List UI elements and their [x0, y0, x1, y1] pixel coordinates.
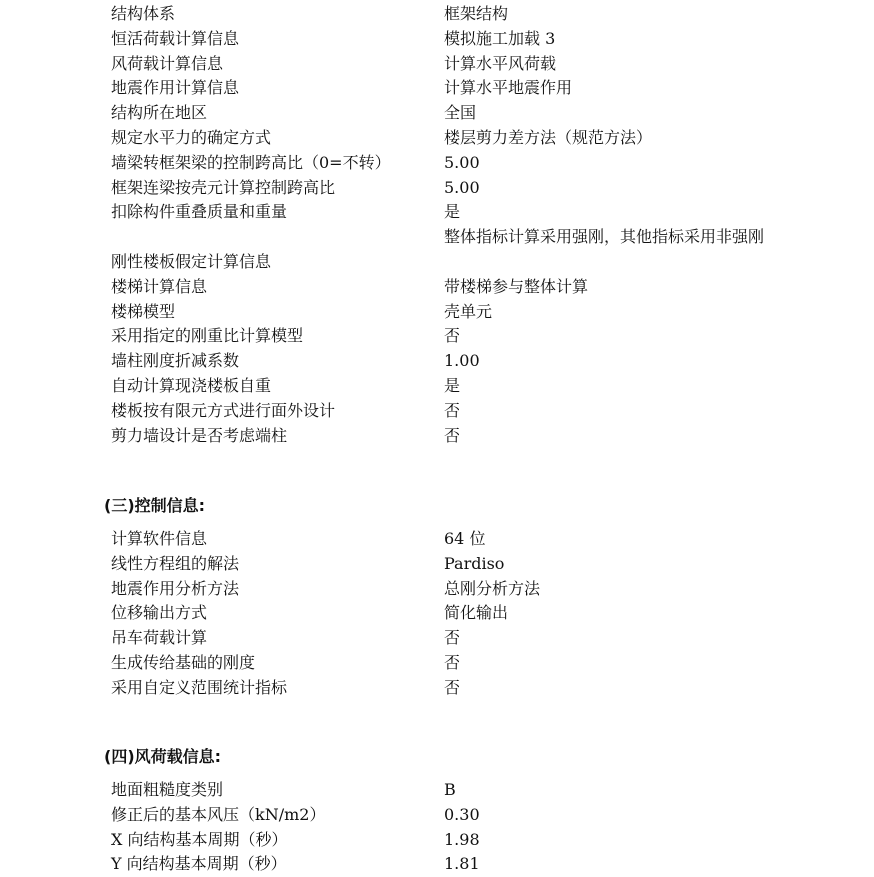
row-label: 结构所在地区	[111, 103, 208, 123]
row-label: 结构体系	[111, 4, 176, 23]
row-label: 墙柱刚度折减系数	[111, 351, 240, 371]
row-label: 楼梯计算信息	[111, 276, 208, 296]
row-value: 1.98	[444, 829, 480, 849]
row-value: 壳单元	[444, 301, 493, 321]
row-label: 框架连梁按壳元计算控制跨高比	[111, 177, 336, 197]
row-value: 64 位	[444, 529, 486, 548]
row-value: 是	[444, 375, 461, 395]
table-row	[0, 852, 874, 877]
row-value: 否	[444, 628, 461, 648]
wind-load-heading: (四)风荷载信息:	[104, 747, 222, 766]
row-value: 楼层剪力差方法（规范方法）	[444, 127, 653, 147]
row-value: 5.00	[444, 177, 480, 197]
table-row	[0, 552, 874, 577]
table-row	[0, 200, 874, 225]
table-row	[0, 527, 874, 552]
table-row	[0, 101, 874, 126]
row-label: 计算软件信息	[111, 529, 208, 548]
row-value: 1.00	[444, 351, 480, 371]
row-label: 楼板按有限元方式进行面外设计	[111, 400, 336, 420]
row-value: 整体指标计算采用强刚，其他指标采用非强刚	[444, 227, 765, 247]
row-value: 带楼梯参与整体计算	[444, 276, 589, 296]
row-value: 否	[444, 425, 461, 445]
row-label: 扣除构件重叠质量和重量	[111, 202, 288, 222]
row-value: 计算水平地震作用	[444, 78, 573, 98]
table-row	[0, 374, 874, 399]
row-value: 1.81	[444, 854, 480, 874]
row-value: 框架结构	[444, 4, 509, 23]
control-info-table	[0, 527, 874, 701]
row-label: X 向结构基本周期（秒）	[111, 829, 288, 849]
table-row	[0, 399, 874, 424]
table-row	[0, 76, 874, 101]
row-value: Pardiso	[444, 553, 505, 573]
table-row	[0, 275, 874, 300]
row-value: 全国	[444, 103, 477, 123]
row-label: 地面粗糙度类别	[111, 780, 224, 799]
wind-load-table	[0, 778, 874, 877]
row-label: 采用指定的刚重比计算模型	[111, 326, 304, 346]
table-row	[0, 424, 874, 449]
row-value: 否	[444, 400, 461, 420]
row-label: 风荷载计算信息	[111, 53, 224, 73]
table-row	[0, 52, 874, 77]
row-value: 总刚分析方法	[444, 578, 541, 598]
row-label: 生成传给基础的刚度	[111, 652, 256, 672]
table-row	[0, 626, 874, 651]
row-label: 规定水平力的确定方式	[111, 127, 272, 147]
table-row	[0, 676, 874, 701]
table-row	[0, 324, 874, 349]
row-label: 恒活荷载计算信息	[111, 28, 240, 48]
table-row	[0, 27, 874, 52]
row-label: 地震作用计算信息	[111, 78, 240, 98]
row-value: 模拟施工加载 3	[444, 28, 556, 48]
table-row	[0, 2, 874, 27]
row-value: 否	[444, 652, 461, 672]
row-value: 简化输出	[444, 603, 509, 623]
table-row	[0, 601, 874, 626]
table-row	[0, 126, 874, 151]
table-row	[0, 651, 874, 676]
row-label: 刚性楼板假定计算信息	[111, 251, 272, 271]
row-label: 吊车荷载计算	[111, 628, 208, 648]
row-label: 楼梯模型	[111, 301, 176, 321]
table-row	[0, 803, 874, 828]
table-row	[0, 349, 874, 374]
row-label: 采用自定义范围统计指标	[111, 677, 288, 697]
table-row	[0, 225, 874, 275]
row-label: Y 向结构基本周期（秒）	[111, 854, 287, 874]
row-label: 位移输出方式	[111, 603, 208, 623]
row-label: 线性方程组的解法	[111, 553, 240, 573]
table-row	[0, 300, 874, 325]
row-label: 剪力墙设计是否考虑端柱	[111, 425, 288, 445]
table-row	[0, 151, 874, 176]
general-info-table	[0, 2, 874, 448]
table-row	[0, 828, 874, 853]
table-row	[0, 577, 874, 602]
row-label: 修正后的基本风压（kN/m2）	[111, 804, 326, 824]
row-label: 地震作用分析方法	[111, 578, 240, 598]
row-value: 5.00	[444, 152, 480, 172]
row-value: 计算水平风荷载	[444, 53, 557, 73]
row-label: 墙梁转框架梁的控制跨高比（0=不转）	[111, 152, 391, 172]
row-value: 0.30	[444, 804, 480, 824]
row-value: B	[444, 780, 456, 799]
row-value: 否	[444, 326, 461, 346]
row-value: 是	[444, 202, 461, 222]
row-label: 自动计算现浇楼板自重	[111, 375, 272, 395]
control-info-heading: (三)控制信息:	[104, 496, 206, 515]
table-row	[0, 778, 874, 803]
table-row	[0, 176, 874, 201]
row-value: 否	[444, 677, 461, 697]
